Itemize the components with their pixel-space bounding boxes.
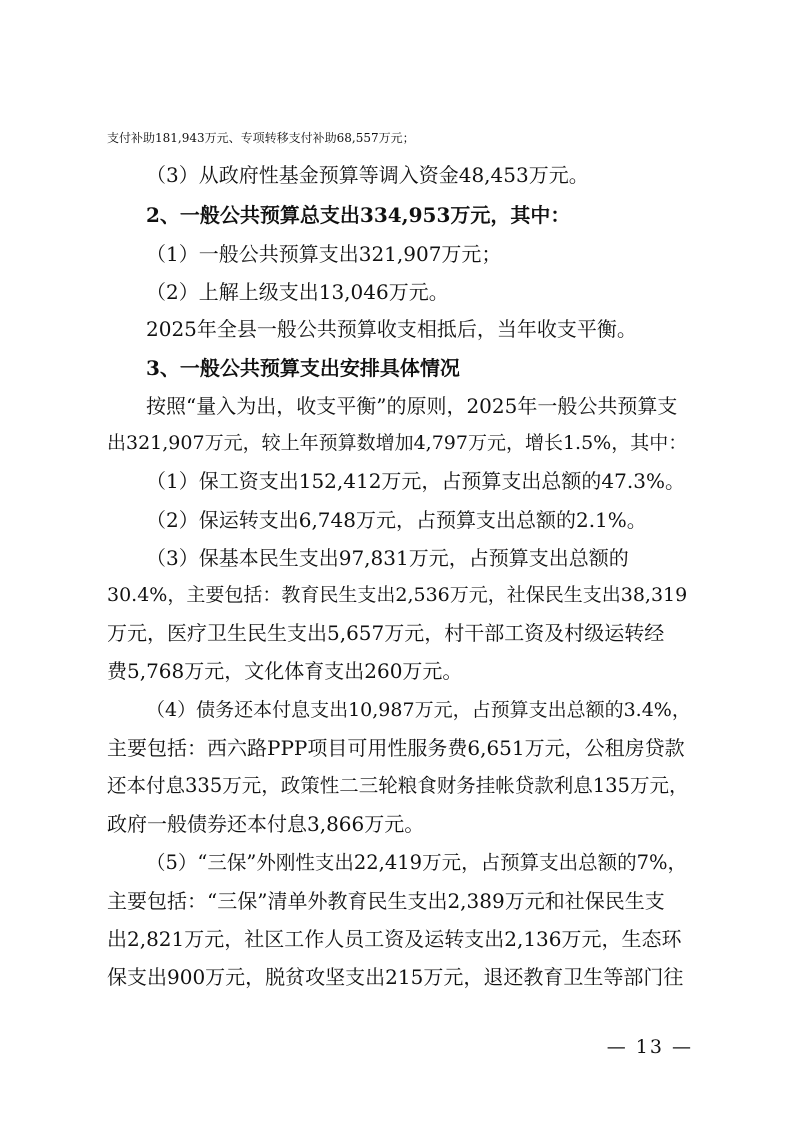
paragraph-line: 保支出900万元，脱贫攻坚支出215万元，退还教育卫生等部门往: [107, 965, 684, 989]
paragraph-line: （2）上解上级支出13,046万元。: [146, 280, 449, 304]
page-number: — 13 —: [606, 1036, 693, 1058]
paragraph-line: （3）从政府性基金预算等调入资金48,453万元。: [146, 163, 589, 187]
paragraph-line: （1）一般公共预算支出321,907万元；: [146, 242, 502, 266]
paragraph-line: 出2,821万元，社区工作人员工资及运转支出2,136万元，生态环: [107, 927, 682, 951]
paragraph-line: 按照“量入为出，收支平衡”的原则，2025年一般公共预算支: [146, 394, 678, 418]
paragraph-line: 政府一般债券还本付息3,866万元。: [107, 812, 425, 836]
paragraph-line: 万元，医疗卫生民生支出5,657万元，村干部工资及村级运转经: [107, 621, 665, 645]
paragraph-line: 主要包括：“三保”清单外教育民生支出2,389万元和社保民生支: [107, 889, 665, 913]
paragraph-line: 还本付息335万元，政策性二三轮粮食财务挂帐贷款利息135万元，: [107, 774, 689, 797]
section-heading: 2、一般公共预算总支出334,953万元，其中：: [146, 203, 571, 227]
paragraph-line: （1）保工资支出152,412万元，占预算支出总额的47.3%。: [146, 469, 685, 493]
paragraph-line: （5）“三保”外刚性支出22,419万元，占预算支出总额的7%，: [146, 851, 688, 874]
paragraph-line: （4）债务还本付息支出10,987万元，占预算支出总额的3.4%，: [146, 699, 691, 721]
paragraph-line: 支付补助181,943万元、专项转移支付补助68,557万元；: [107, 131, 415, 145]
section-heading: 3、一般公共预算支出安排具体情况: [146, 356, 460, 380]
paragraph-line: 主要包括：西六路PPP项目可用性服务费6,651万元，公租房贷款: [107, 736, 685, 760]
paragraph-line: 出321,907万元，较上年预算数增加4,797万元，增长1.5%，其中：: [107, 432, 688, 454]
paragraph-line: （2）保运转支出6,748万元，占预算支出总额的2.1%。: [146, 508, 647, 532]
paragraph-line: 2025年全县一般公共预算收支相抵后，当年收支平衡。: [146, 317, 637, 341]
paragraph-line: 30.4%，主要包括：教育民生支出2,536万元，社保民生支出38,319: [107, 584, 688, 606]
paragraph-line: （3）保基本民生支出97,831万元，占预算支出总额的: [146, 546, 629, 570]
paragraph-line: 费5,768万元，文化体育支出260万元。: [107, 659, 463, 683]
